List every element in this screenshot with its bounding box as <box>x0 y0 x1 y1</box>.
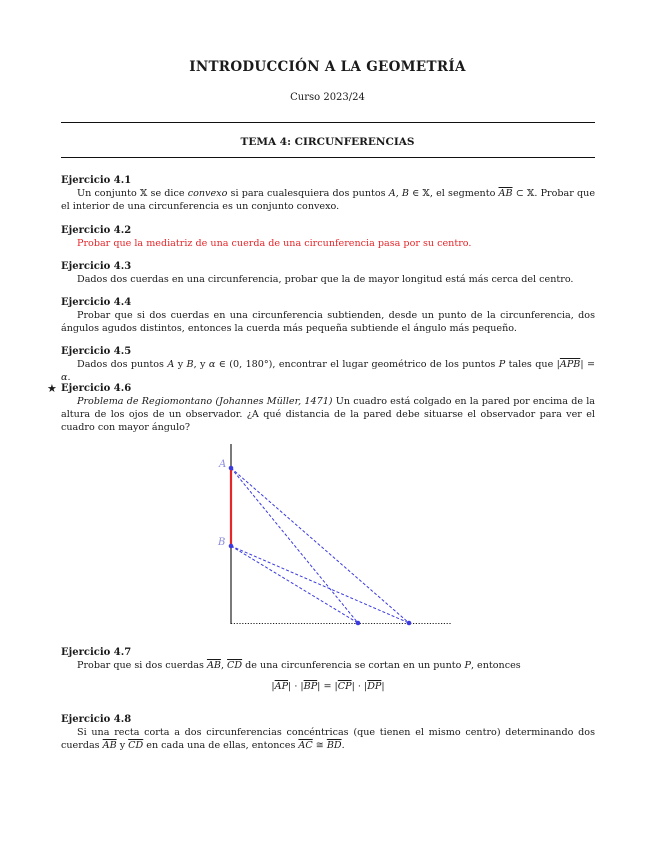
formula: $|\overline{AP}| \cdot |\overline{BP}| = |\overline{CP}| \cdot |\overline{DP}|$ <box>271 681 385 692</box>
sight-line <box>231 546 358 623</box>
exercise-title: Ejercicio 4.5 <box>61 346 132 357</box>
exercise-title: Ejercicio 4.1 <box>61 175 132 186</box>
label-b: B <box>218 537 226 548</box>
star-icon: ★ <box>47 382 57 395</box>
exercise-text: Problema de Regiomontano (Johannes Müller, 1471) Un cuadro está colgado en la pared por encima de la altura de los ojos de un observador. ¿A qué distancia de la pared debe situarse el observador para ver el cuadro con mayor ángulo? <box>61 396 595 433</box>
sight-line <box>231 546 409 623</box>
exercise-4-7 <box>61 646 595 693</box>
sight-line <box>231 468 358 623</box>
point-a <box>229 466 234 471</box>
exercise-4-8 <box>61 713 595 752</box>
course-label: Curso 2023/24 <box>290 92 365 103</box>
label-a: A <box>219 459 227 470</box>
observer-point <box>356 621 361 626</box>
exercise-text: Probar que si dos cuerdas $\overline{AB}$, $\overline{CD}$ de una circunferencia se cortan en un punto P, entonces <box>77 660 521 671</box>
document-title: INTRODUCCIÓN A LA GEOMETRÍA <box>189 59 466 75</box>
point-b <box>229 544 234 549</box>
section-title: TEMA 4: CIRCUNFERENCIAS <box>240 136 415 148</box>
exercise-text: Si una recta corta a dos circunferencias concéntricas (que tienen el mismo centro) determinando dos cuerdas $\overline{AB}$ y $\overline{CD}$ en cada una de ellas, entonces $\overline{AC}$ ≅ $\overline{BD}$. <box>61 727 595 751</box>
exercise-text: Probar que si dos cuerdas en una circunferencia subtienden, desde un punto de la circunferencia, dos ángulos agudos distintos, entonces la cuerda más pequeña subtiende el ángulo más pequeño. <box>61 310 595 334</box>
sight-line <box>231 468 409 623</box>
exercise-title: Ejercicio 4.4 <box>61 297 132 308</box>
exercise-text: Probar que la mediatriz de una cuerda de una circunferencia pasa por su centro. <box>77 238 472 249</box>
exercise-title: Ejercicio 4.8 <box>61 714 132 725</box>
exercise-text: Dados dos cuerdas en una circunferencia, probar que la de mayor longitud está más cerca del centro. <box>77 274 574 285</box>
exercise-title: Ejercicio 4.3 <box>61 261 132 272</box>
exercise-text: Un conjunto 𝕏 se dice convexo si para cualesquiera dos puntos A, B ∈ 𝕏, el segmento $\overline{AB}$ ⊂ 𝕏. Probar que el interior de una circunferencia es un conjunto convexo. <box>61 188 596 212</box>
observer-point <box>407 621 412 626</box>
exercise-title: Ejercicio 4.2 <box>61 225 132 236</box>
exercise-text: Dados dos puntos A y B, y α ∈ (0, 180°), encontrar el lugar geométrico de los puntos P tales que $|\overline{APB}| = \alpha$. <box>61 359 596 383</box>
exercise-title: Ejercicio 4.6 <box>61 383 132 394</box>
exercise-title: Ejercicio 4.7 <box>61 647 132 658</box>
